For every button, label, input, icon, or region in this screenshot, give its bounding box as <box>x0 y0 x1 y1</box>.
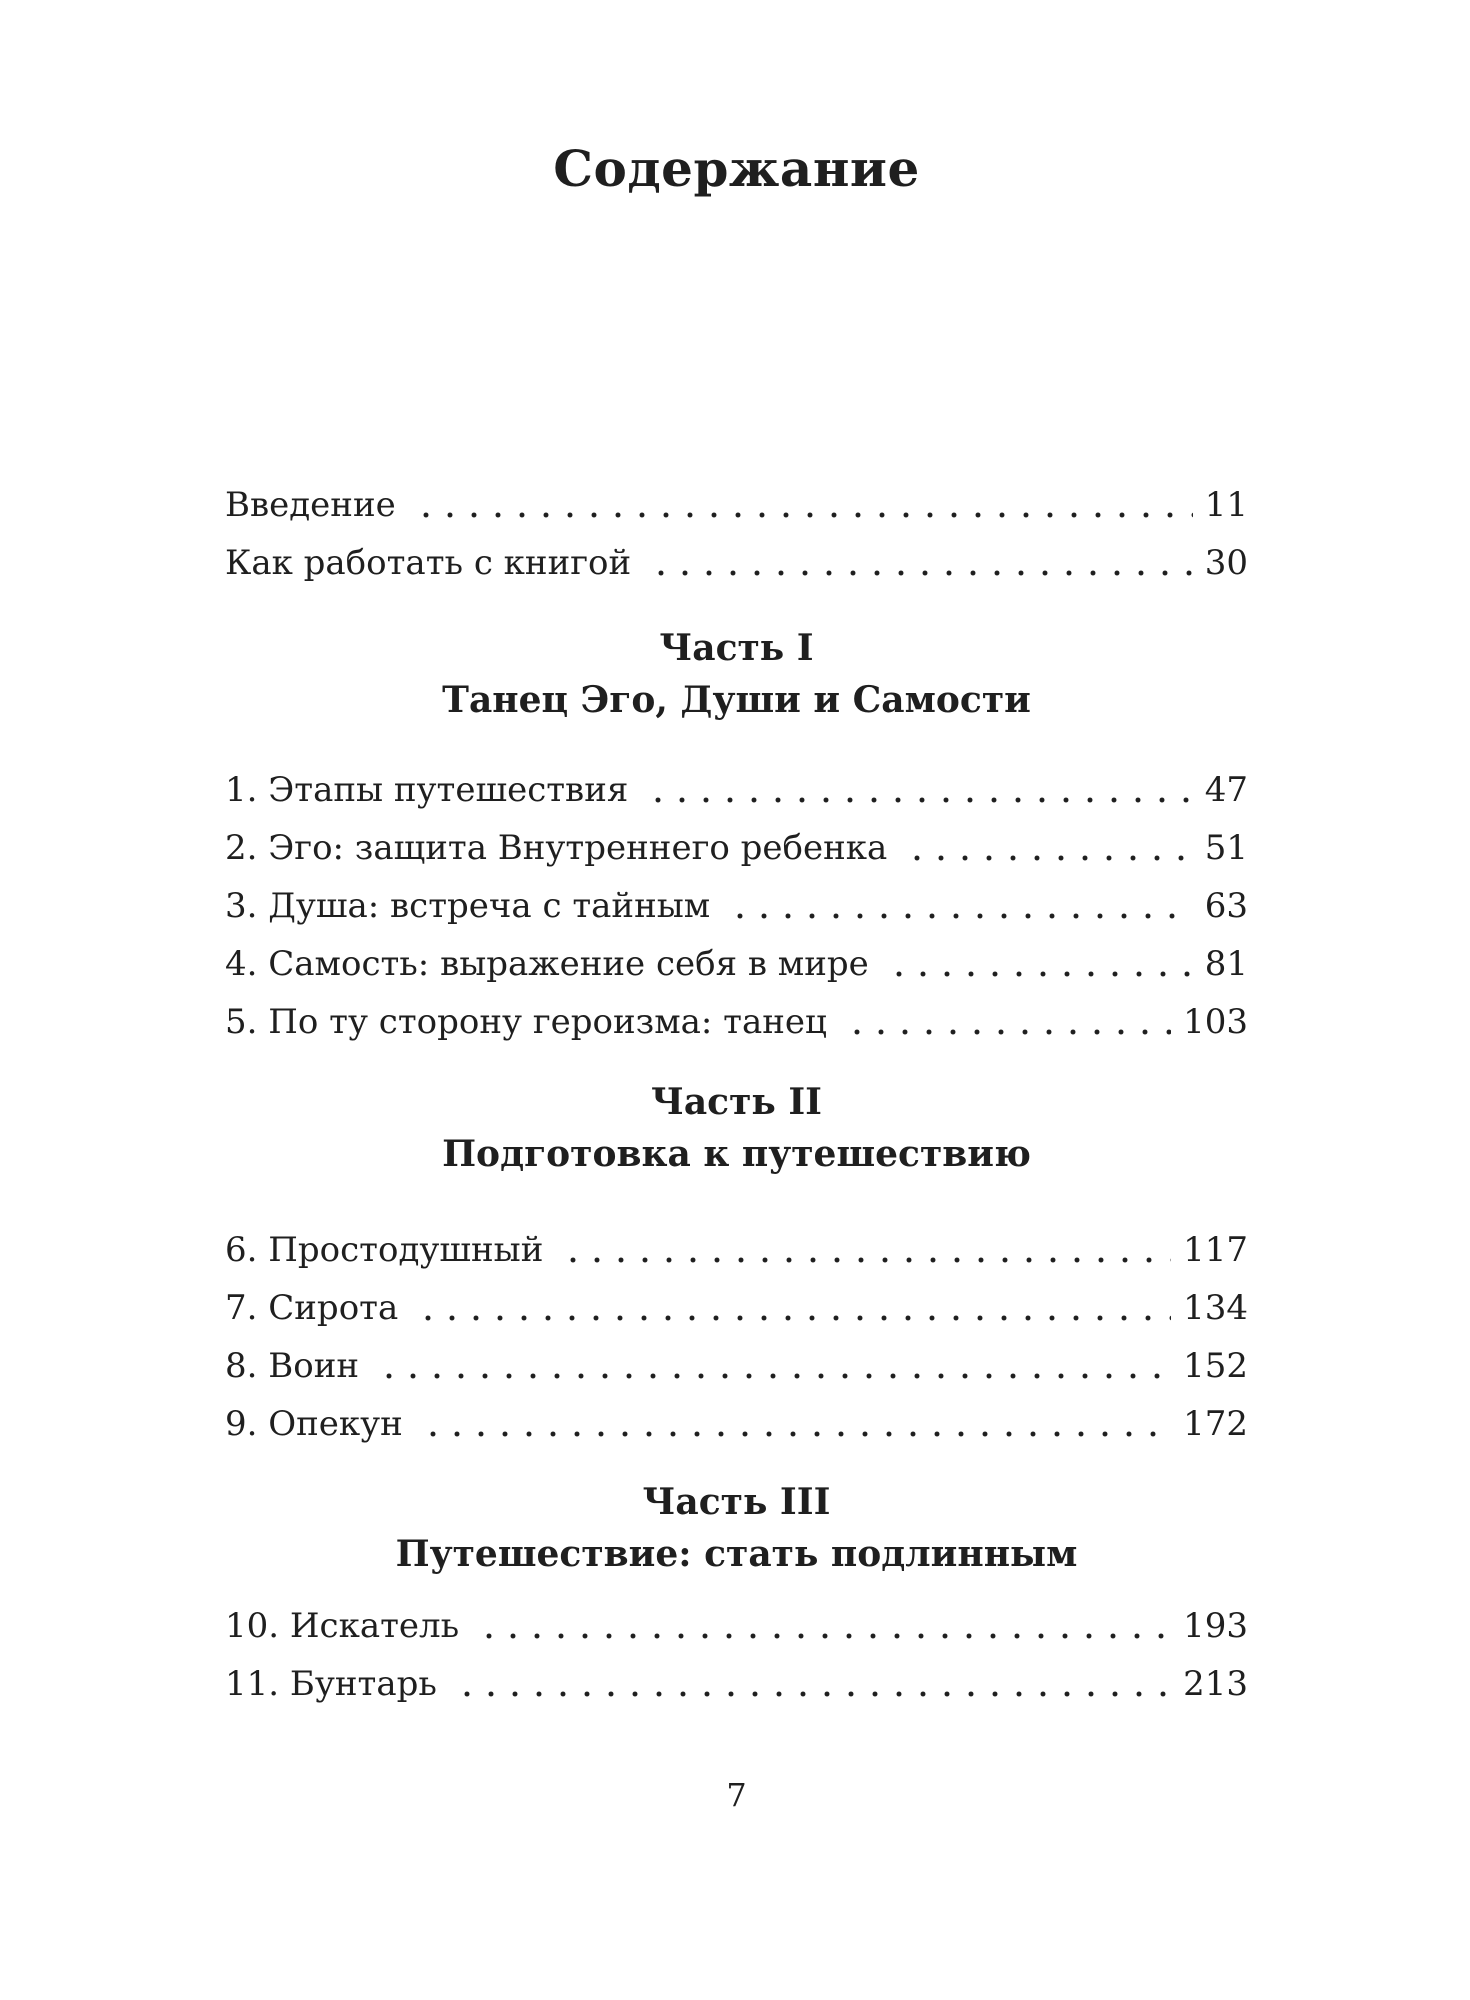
part-3-subtitle: Путешествие: стать подлинным <box>395 1533 1078 1575</box>
part-2-subtitle: Подготовка к путешествию <box>442 1133 1031 1175</box>
dot-leader <box>843 993 1171 1051</box>
toc-entry[interactable] <box>225 877 1248 935</box>
toc-entry-page-number: 51 <box>1204 828 1248 868</box>
toc-entry-label: 6. Простодушный <box>225 1230 544 1270</box>
toc-entry-page-number: 152 <box>1183 1346 1248 1386</box>
toc-entry-label: 7. Сирота <box>225 1288 399 1328</box>
toc-entry-page-number: 47 <box>1204 770 1248 810</box>
part-1-subtitle: Танец Эго, Души и Самости <box>442 679 1031 721</box>
toc-entry[interactable] <box>225 819 1248 877</box>
dot-leader <box>412 476 1193 534</box>
toc-entry[interactable] <box>225 993 1248 1051</box>
toc-entry-label: Как работать с книгой <box>225 543 632 583</box>
toc-entry-label: Введение <box>225 485 396 525</box>
toc-entry-label: 10. Искатель <box>225 1606 460 1646</box>
toc-entry[interactable] <box>225 935 1248 993</box>
toc-entry-label: 11. Бунтарь <box>225 1664 437 1704</box>
toc-entry-label: 8. Воин <box>225 1346 360 1386</box>
page-title: Содержание <box>553 139 920 198</box>
dot-leader <box>726 877 1193 935</box>
toc-entry[interactable] <box>225 1395 1248 1453</box>
dot-leader <box>414 1279 1171 1337</box>
dot-leader <box>885 935 1193 993</box>
part-3-heading-block <box>225 1476 1248 1580</box>
toc-entry[interactable] <box>225 761 1248 819</box>
toc-entry[interactable] <box>225 1221 1248 1279</box>
part-2-heading: Часть II <box>650 1081 823 1123</box>
toc-entry-label: 5. По ту сторону героизма: танец <box>225 1002 827 1042</box>
toc-entry-page-number: 63 <box>1204 886 1248 926</box>
toc-entry[interactable] <box>225 476 1248 534</box>
part-1-heading: Часть I <box>659 627 814 669</box>
toc-entry-page-number: 30 <box>1204 543 1248 583</box>
toc-entry-label: 9. Опекун <box>225 1404 403 1444</box>
toc-entry[interactable] <box>225 534 1248 592</box>
toc-entry-page-number: 103 <box>1183 1002 1248 1042</box>
dot-leader <box>644 761 1192 819</box>
toc-part-2-list <box>225 1221 1248 1453</box>
toc-entry-page-number: 213 <box>1183 1664 1248 1704</box>
toc-entry-label: 1. Этапы путешествия <box>225 770 629 810</box>
dot-leader <box>647 534 1193 592</box>
toc-entry[interactable] <box>225 1655 1248 1713</box>
toc-entry-page-number: 134 <box>1183 1288 1248 1328</box>
dot-leader <box>475 1597 1171 1655</box>
page-number: 7 <box>726 1776 747 1814</box>
dot-leader <box>375 1337 1171 1395</box>
part-3-heading: Часть III <box>642 1481 831 1523</box>
toc-entry[interactable] <box>225 1597 1248 1655</box>
dot-leader <box>559 1221 1171 1279</box>
toc-entry-label: 2. Эго: защита Внутреннего ребенка <box>225 828 888 868</box>
toc-entry-label: 3. Душа: встреча с тайным <box>225 886 711 926</box>
dot-leader <box>453 1655 1171 1713</box>
toc-part-3-list <box>225 1597 1248 1713</box>
part-2-heading-block <box>225 1076 1248 1180</box>
toc-entry-label: 4. Самость: выражение себя в мире <box>225 944 869 984</box>
toc-part-1-list <box>225 761 1248 1051</box>
toc-front-matter-list <box>225 476 1248 592</box>
toc-entry-page-number: 172 <box>1183 1404 1248 1444</box>
toc-entry-page-number: 117 <box>1183 1230 1248 1270</box>
dot-leader <box>419 1395 1171 1453</box>
toc-entry[interactable] <box>225 1337 1248 1395</box>
toc-entry[interactable] <box>225 1279 1248 1337</box>
toc-entry-page-number: 81 <box>1204 944 1248 984</box>
toc-entry-page-number: 11 <box>1204 485 1248 525</box>
table-of-contents <box>225 0 1248 1824</box>
toc-entry-page-number: 193 <box>1183 1606 1248 1646</box>
dot-leader <box>903 819 1192 877</box>
part-1-heading-block <box>225 622 1248 726</box>
